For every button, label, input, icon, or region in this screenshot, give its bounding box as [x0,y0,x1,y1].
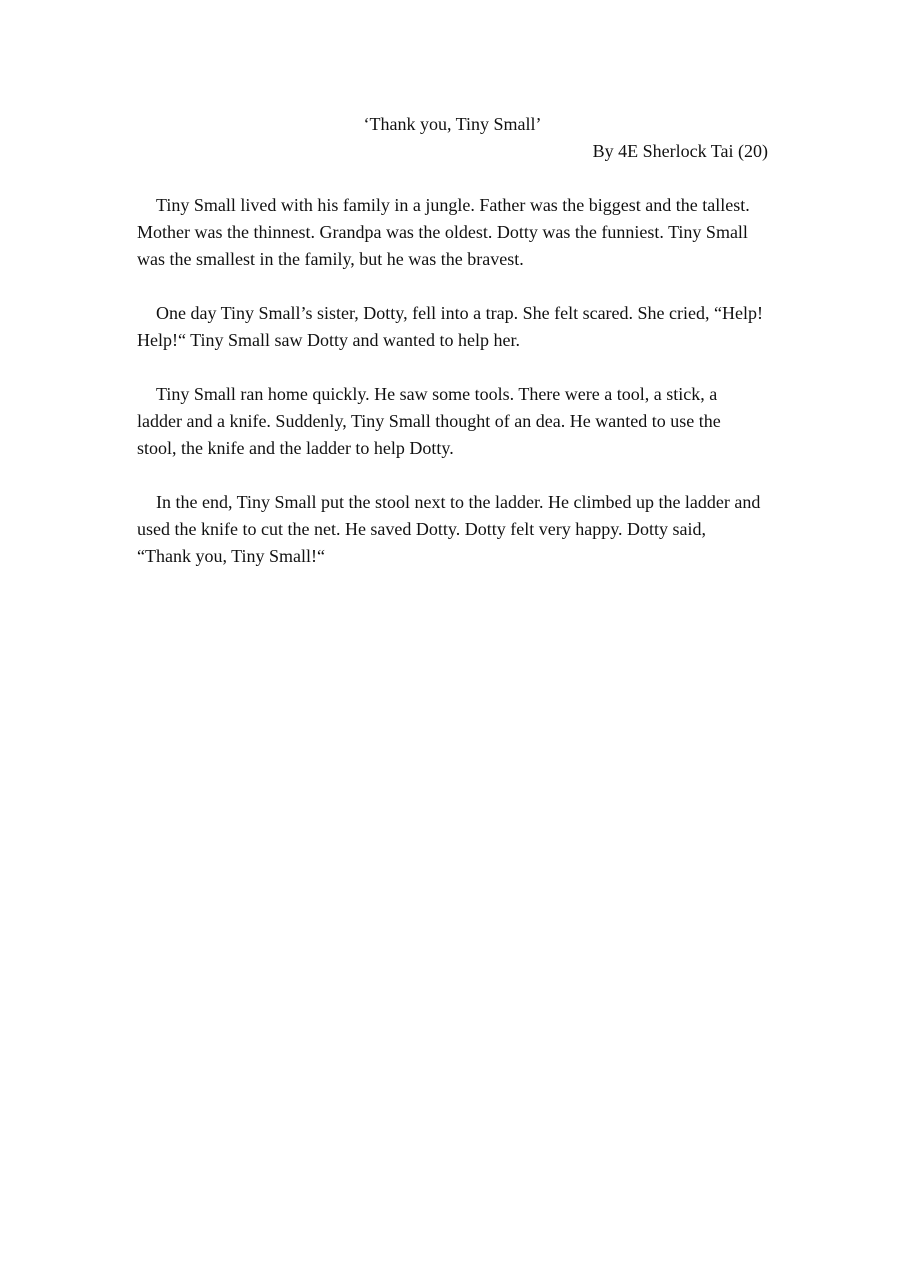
paragraph-1 [137,192,777,273]
story-title: ‘Thank you, Tiny Small’ [363,114,542,134]
paragraph-line: Tiny Small ran home quickly. He saw some tools. There were a tool, a stick, a [156,384,718,404]
paragraph-line: Help!“ Tiny Small saw Dotty and wanted to help her. [137,330,520,350]
paragraph-line: In the end, Tiny Small put the stool next to the ladder. He climbed up the ladder and [156,492,761,512]
author-byline: By 4E Sherlock Tai (20) [592,141,768,161]
paragraph-line: “Thank you, Tiny Small!“ [137,546,325,566]
paragraph-line: Tiny Small lived with his family in a jungle. Father was the biggest and the tallest. [156,195,750,215]
paragraph-line: was the smallest in the family, but he was the bravest. [137,249,524,269]
paragraph-line: ladder and a knife. Suddenly, Tiny Small thought of an dea. He wanted to use the [137,411,721,431]
paragraph-line: One day Tiny Small’s sister, Dotty, fell into a trap. She felt scared. She cried, “Help! [156,303,763,323]
story-body [137,192,777,597]
paragraph-2 [137,300,777,354]
paragraph-4 [137,489,777,570]
paragraph-line: Mother was the thinnest. Grandpa was the oldest. Dotty was the funniest. Tiny Small [137,222,748,242]
paragraph-line: used the knife to cut the net. He saved Dotty. Dotty felt very happy. Dotty said, [137,519,707,539]
paragraph-3 [137,381,777,462]
paragraph-line: stool, the knife and the ladder to help Dotty. [137,438,454,458]
